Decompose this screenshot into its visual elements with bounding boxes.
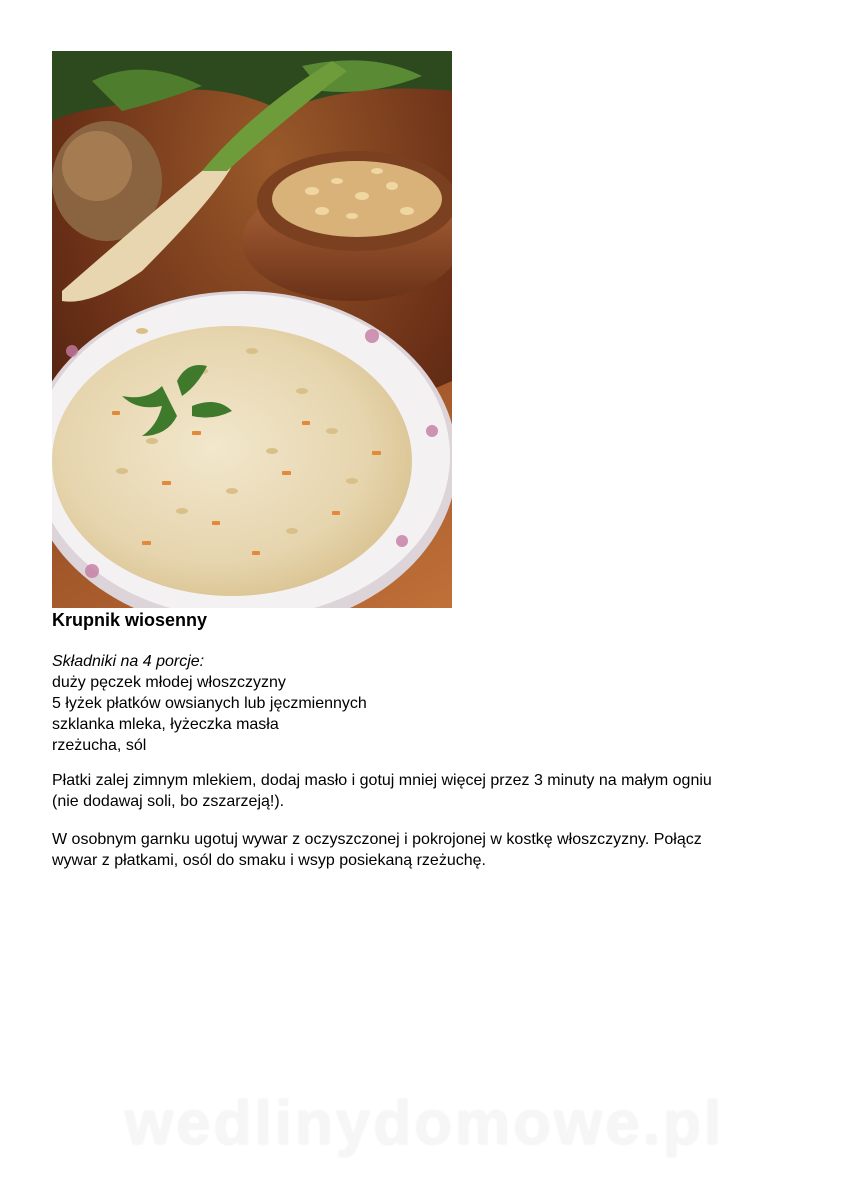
ingredients-heading: Składniki na 4 porcje: bbox=[52, 653, 205, 670]
step-line: W osobnym garnku ugotuj wywar z oczyszczonej i pokrojonej w kostkę włoszczyzny. Połącz bbox=[52, 831, 702, 848]
recipe-photo bbox=[52, 51, 452, 608]
site-watermark: wedlinydomowe.pl bbox=[124, 1089, 725, 1158]
preparation-step-2 bbox=[52, 829, 702, 871]
ingredient-item: rzeżucha, sól bbox=[52, 737, 147, 754]
oat-flakes bbox=[272, 161, 442, 237]
recipe-title: Krupnik wiosenny bbox=[52, 610, 208, 630]
soup-bowl-illustration bbox=[52, 51, 452, 608]
step-line: (nie dodawaj soli, bo zszarzeją!). bbox=[52, 793, 285, 810]
ingredient-item: duży pęczek młodej włoszczyzny bbox=[52, 674, 286, 691]
soup bbox=[52, 326, 412, 596]
ingredients-list bbox=[52, 651, 367, 756]
step-line: Płatki zalej zimnym mlekiem, dodaj masło i gotuj mniej więcej przez 3 minuty na małym ogniu bbox=[52, 772, 712, 789]
ingredient-item: szklanka mleka, łyżeczka masła bbox=[52, 716, 279, 733]
step-line: wywar z płatkami, osól do smaku i wsyp posiekaną rzeżuchę. bbox=[52, 852, 486, 869]
preparation-step-1 bbox=[52, 770, 712, 812]
ingredient-item: 5 łyżek płatków owsianych lub jęczmiennych bbox=[52, 695, 367, 712]
